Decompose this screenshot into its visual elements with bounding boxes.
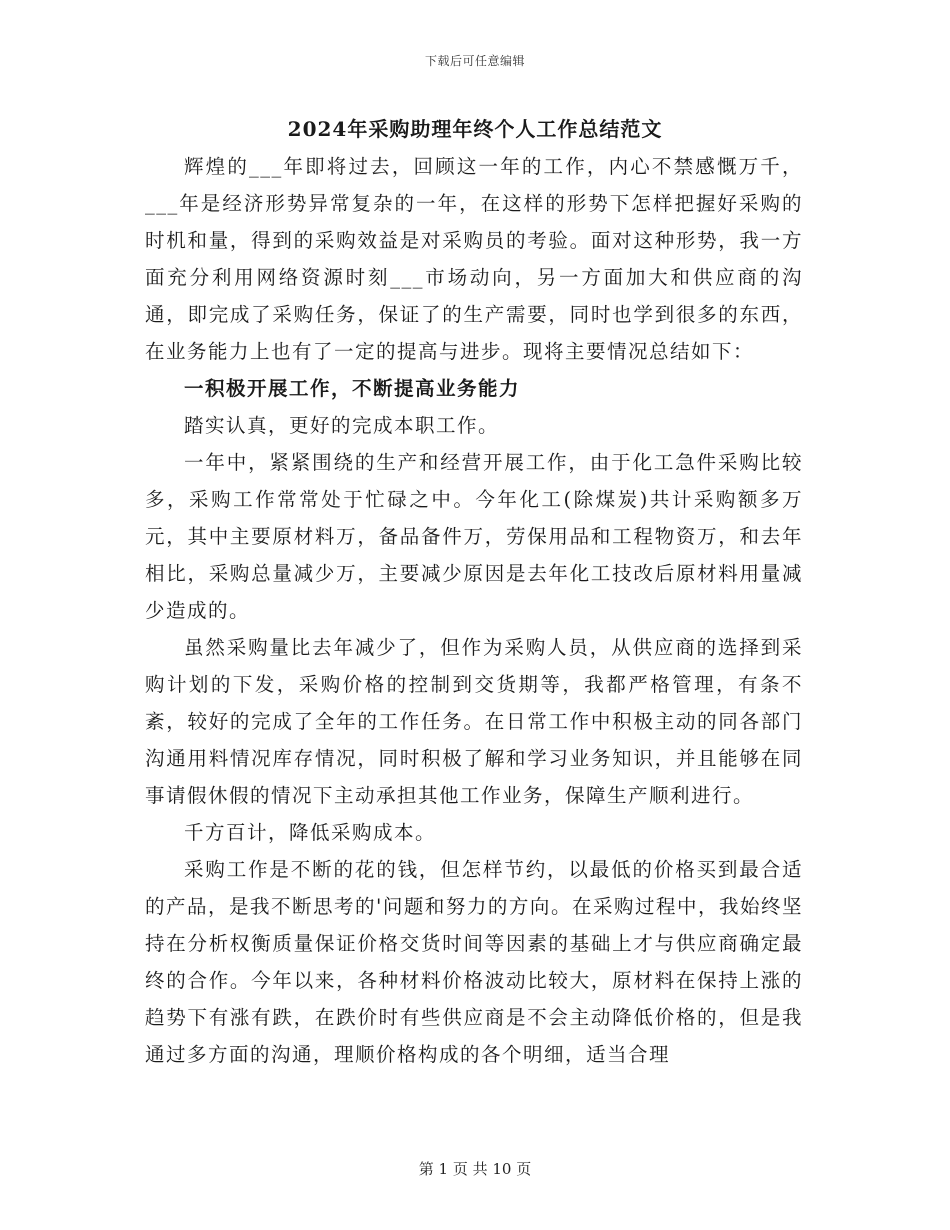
header-note: 下载后可任意编辑	[424, 54, 525, 68]
document-title: 2024年采购助理年终个人工作总结范文	[287, 117, 663, 141]
paragraph-intro: 辉煌的___年即将过去，回顾这一年的工作，内心不禁感慨万千，___年是经济形势异常复杂的一年，在这样的形势下怎样把握好采购的时机和量，得到的采购效益是对采购员的考验。面对这种形势，我一方面充分利用网络资源时刻___市场动向，另一方面加大和供应商的沟通，即完成了采购任务，保证了的生产需要，同时也学到很多的东西，在业务能力上也有了一定的提高与进步。现将主要情况总结如下：	[145, 155, 803, 363]
page-footer: 第 1 页 共 10 页	[418, 1160, 532, 1178]
document-body	[145, 148, 803, 1073]
subheading-diligent-work: 踏实认真，更好的完成本职工作。	[184, 414, 500, 437]
paragraph-yearly-purchasing: 一年中，紧紧围绕的生产和经营开展工作，由于化工急件采购比较多，采购工作常常处于忙碌之中。今年化工(除煤炭)共计采购额多万元，其中主要原材料万，备品备件万，劳保用品和工程物资万，和去年相比，采购总量减少万，主要减少原因是去年化工技改后原材料用量减少造成的。	[145, 451, 803, 622]
subheading-reduce-cost: 千方百计，降低采购成本。	[184, 821, 437, 844]
paragraph-management: 虽然采购量比去年减少了，但作为采购人员，从供应商的选择到采购计划的下发，采购价格的控制到交货期等，我都严格管理，有条不紊，较好的完成了全年的工作任务。在日常工作中积极主动的同各部门沟通用料情况库存情况，同时积极了解和学习业务知识，并且能够在同事请假休假的情况下主动承担其他工作业务，保障生产顺利进行。	[145, 636, 803, 807]
paragraph-cost-control: 采购工作是不断的花的钱，但怎样节约，以最低的价格买到最合适的产品，是我不断思考的'问题和努力的方向。在采购过程中，我始终坚持在分析权衡质量保证价格交货时间等因素的基础上才与供应商确定最终的合作。今年以来，各种材料价格波动比较大，原材料在保持上涨的趋势下有涨有跌，在跌价时有些供应商是不会主动降低价格的，但是我通过多方面的沟通，理顺价格构成的各个明细，适当合理	[145, 858, 803, 1066]
section-heading: 一积极开展工作，不断提高业务能力	[184, 377, 521, 400]
